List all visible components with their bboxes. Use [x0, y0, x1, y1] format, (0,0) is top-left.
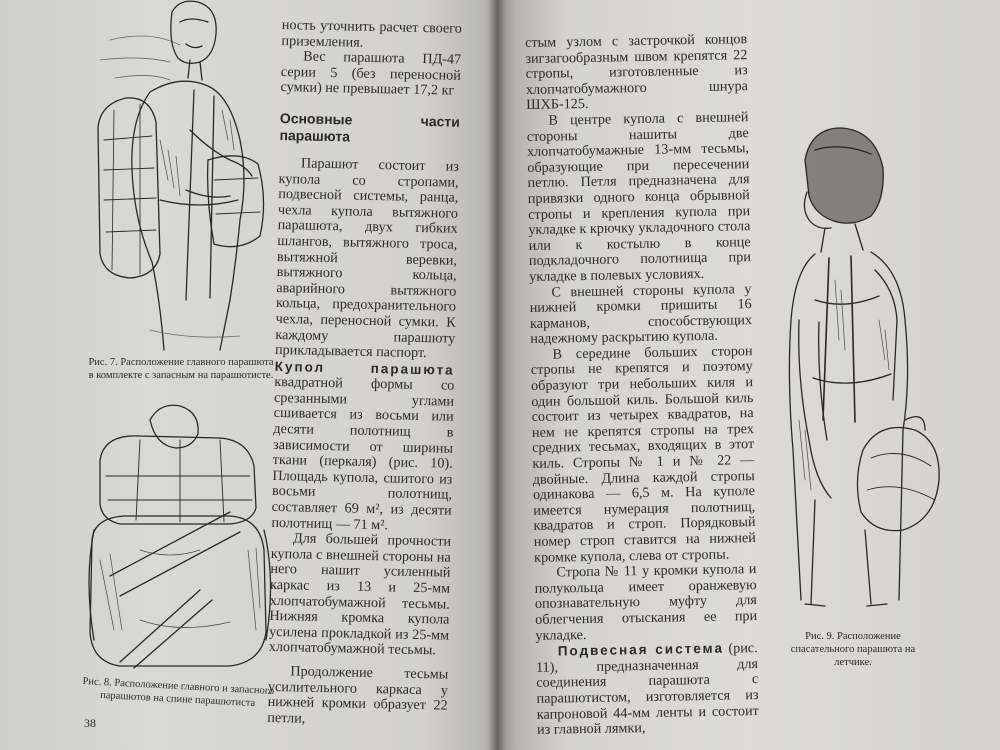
- book-gutter: [488, 0, 506, 750]
- paragraph: стым узлом с застрочкой концов зигзагообразным швом крепятся 22 стропы, изготовленные из хлопчатобумажного шнура ШХБ-125.: [524, 31, 749, 114]
- page-number: 38: [84, 716, 96, 730]
- paragraph: С внешней стороны купола у нижней кромки пришиты 16 карманов, способствующих надежному раскрытию купола.: [529, 280, 753, 348]
- figure-9-caption: Рис. 9. Расположение спасательного парашюта на летчике.: [790, 631, 916, 668]
- paragraph: Стропа № 11 у кромки купола и полукольца имеет оранжевую опознавательную муфту для облегчения отыскания ее при укладке.: [534, 561, 758, 644]
- figure-7-illustration: [90, 0, 275, 352]
- figure-9-illustration: [775, 120, 955, 620]
- figure-8-illustration: [80, 400, 280, 680]
- run-in-heading: Купол парашюта: [274, 358, 455, 378]
- paragraph: В середине больших сторон стропы не крепятся и поэтому образуют три небольших киля и один большой киль. Большой киль состоит из четырех квадратов, на нем не крепятся стропы на трех средних тесьмах, входящих в этот киль. Стропы № 1 и № 22 — двойные. Длина каждой стропы одинакова — 6,5 м. На куполе имеется нумерация полотнищ, квадратов и строп. Порядковый номер строп ставится на нижней кромке купола, слева от стропы.: [530, 342, 756, 566]
- paragraph: В центре купола с внешней стороны нашиты две хлопчатобумажные 13-мм тесьмы, образующие при пересечении петлю. Петля предназначена для привязки одного конца обрывной стропы и крепления купола при укладке к крючку укладочного стола или к костылю в конце подкладочного полотнища при укладке в полевых условиях.: [526, 109, 752, 285]
- right-text-column: [525, 32, 759, 738]
- paragraph: [271, 359, 455, 535]
- figure-7-caption: Рис. 7. Расположение главного парашюта в комплекте с запасным на парашютисте.: [88, 357, 274, 381]
- paragraph-body: (рис. 11), предназначенная для соединения парашюта с парашютистом, изготовляется из капроновой 44-мм ленты и состоит из главной лямки,: [535, 640, 759, 739]
- left-text-column: [267, 18, 462, 730]
- right-page: [497, 0, 1000, 750]
- paragraph: Продолжение тесьмы усилительного каркаса у нижней кромки образует 22 петли,: [267, 663, 449, 727]
- figure-8-caption: Рис. 8. Расположение главного и запасного парашютов на спине парашютиста: [82, 675, 275, 710]
- left-page: [0, 0, 497, 750]
- run-in-heading: Подвесная система: [557, 640, 725, 659]
- paragraph: ность уточнить расчет своего приземления.: [281, 17, 462, 51]
- section-heading: Основные части парашюта: [279, 109, 461, 145]
- paragraph: Парашют состоит из купола со стропами, подвесной системы, ранца, чехла купола вытяжного парашюта, двух гибких шлангов, вытяжного троса, вытяжной веревки, вытяжного кольца, аварийного вытяжного кольца, предохранительного чехла, переносной сумки. К каждому парашюту прикладывается паспорт.: [274, 155, 460, 362]
- paragraph: Вес парашюта ПД-47 серии 5 (без переносной сумки) не превышает 17,2 кг: [280, 48, 462, 99]
- paragraph: Для большей прочности купола с внешней стороны на него нашит усиленный каркас из 13 и 25-мм хлопчатобумажной тесьмы. Нижняя кромка купола усилена прокладкой из 25-мм хлопчатобумажной тесьмы.: [268, 530, 452, 659]
- paragraph: [536, 640, 760, 738]
- paragraph-body: квадратной формы со срезанными углами сшивается из восьми или десяти полотнищ в зависимости от ширины ткани (перкаля) (рис. 10). Площадь купола, сшитого из восьми полотнищ, составляет 69 м², из десяти полотнищ — 71 м².: [271, 374, 455, 533]
